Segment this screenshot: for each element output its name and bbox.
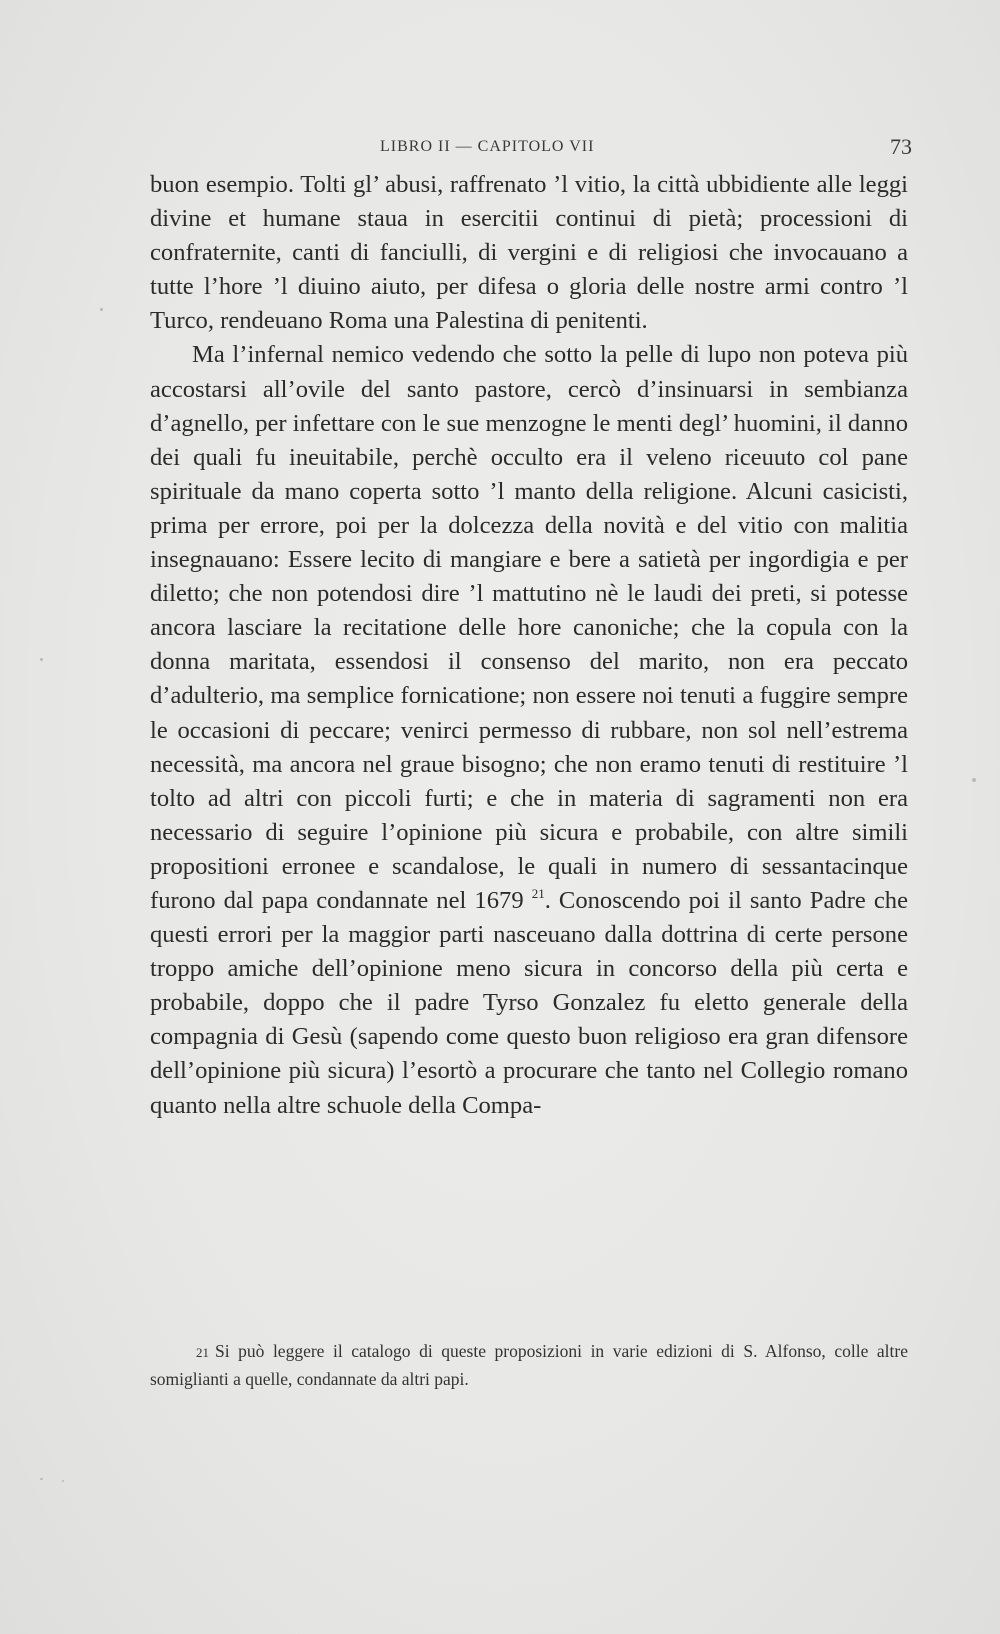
paper-speck bbox=[40, 1478, 43, 1480]
footnote-text: Si può leggere il catalogo di queste proposizioni in varie edizioni di S. Alfonso, colle altre somiglianti a quelle, condannate da altri papi. bbox=[150, 1341, 908, 1389]
paragraph-2-text-a: Ma l’infernal nemico vedendo che sotto la pelle di lupo non poteva più accostarsi all’ovile del santo pastore, cercò d’insinuarsi in sembianza d’agnello, per infettare con le sue menzogne le menti degl’ huomini, il danno dei quali fu ineuitabile, perchè occulto era il veleno riceuuto col pane spirituale da mano coperta sotto ’l manto della religione. Alcuni casicisti, prima per errore, poi per la dolcezza della novità e del vitio con malitia insegnauano: Essere lecito di mangiare e bere a satietà per ingordigia e per diletto; che non potendosi dire ’l mattutino nè le laudi dei preti, si potesse ancora lasciare la recitatione delle hore canoniche; che la copula con la donna maritata, essendosi il consenso del marito, non era peccato d’adulterio, ma semplice fornicatione; non essere noi tenuti a fuggire sempre le occasioni di peccare; venirci permesso di rubbare, non sol nell’estrema necessità, ma ancora nel graue bisogno; che non eramo tenuti di restituire ’l tolto ad altri con piccoli furti; e che in materia di sagramenti non era necessario di seguire l’opinione più sicura e probabile, con altre simili propositioni erronee e scandalose, le quali in numero di sessantacinque furono dal papa condannate nel 1679 bbox=[150, 341, 908, 914]
running-title: LIBRO II — CAPITOLO VII bbox=[380, 138, 595, 155]
paragraph-1: buon esempio. Tolti gl’ abusi, raffrenato ’l vitio, la città ubbidiente alle leggi divine et humane staua in esercitii continui di pietà; processioni di confraternite, canti di fanciulli, di vergini e di religiosi che invocauano a tutte l’hore ’l diuino aiuto, per difesa o gloria delle nostre armi contro ’l Turco, rendeuano Roma una Palestina di penitenti. bbox=[150, 171, 908, 335]
running-head bbox=[150, 134, 912, 164]
footnote-number: 21 bbox=[196, 1345, 209, 1360]
paragraph-2 bbox=[150, 338, 908, 1122]
paper-speck bbox=[972, 778, 976, 782]
footnote bbox=[150, 1338, 908, 1392]
page-number: 73 bbox=[890, 134, 912, 159]
paper-speck bbox=[40, 658, 43, 661]
body-text bbox=[150, 168, 908, 1123]
paper-speck bbox=[62, 1480, 64, 1482]
paragraph-2-text-b: . Conoscendo poi il santo Padre che questi errori per la maggior parti nasceuano dalla dottrina di certe persone troppo amiche dell’opinione meno sicura in concorso della più certa e probabile, doppo che il padre Tyrso Gonzalez fu eletto generale della compagnia di Gesù (sapendo come questo buon religioso era gran difensore dell’opinione più sicura) l’esortò a procurare che tanto nel Collegio romano quanto nella altre schuole della Compa- bbox=[150, 886, 909, 1119]
paper-speck bbox=[100, 308, 103, 311]
footnote-reference: 21 bbox=[531, 885, 545, 901]
